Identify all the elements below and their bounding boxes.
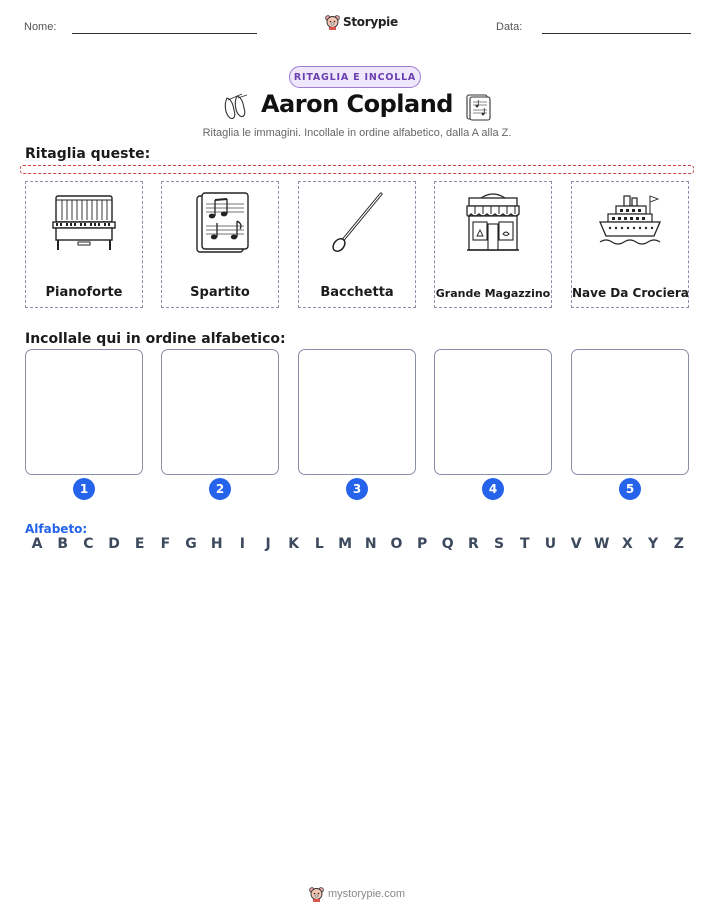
alphabet-letter: T	[519, 536, 530, 552]
cut-card-2[interactable]	[161, 181, 279, 308]
alphabet-letter: V	[570, 536, 582, 552]
paste-box-5[interactable]	[571, 349, 689, 475]
sheet-music-icon	[186, 190, 254, 256]
number-badge-5: 5	[619, 478, 641, 500]
alphabet-letter: W	[594, 536, 610, 552]
baton-icon	[323, 190, 391, 256]
footer	[0, 886, 714, 902]
cut-card-3[interactable]	[298, 181, 416, 308]
alphabet-letter: X	[622, 536, 633, 552]
brand-name: Storypie	[343, 15, 398, 29]
alphabet-letter: L	[314, 536, 324, 552]
card-label: Nave Da Crociera	[572, 286, 689, 300]
card-label: Spartito	[190, 285, 250, 300]
cut-card-5[interactable]	[571, 181, 689, 308]
alphabet-letter: B	[57, 536, 68, 552]
alphabet-letter: E	[134, 536, 145, 552]
date-line[interactable]	[542, 33, 691, 34]
alphabet-letter: Q	[441, 536, 454, 552]
alphabet-letter: U	[544, 536, 557, 552]
cut-section-heading: Ritaglia queste:	[25, 146, 151, 162]
bear-mascot-icon	[309, 886, 324, 902]
alphabet-row	[27, 536, 689, 552]
alphabet-letter: F	[160, 536, 171, 552]
alphabet-letter: G	[185, 536, 197, 552]
bear-mascot-icon	[325, 14, 340, 30]
alphabet-letter: C	[83, 536, 94, 552]
alphabet-letter: N	[364, 536, 377, 552]
cut-card-4[interactable]	[434, 181, 552, 308]
paste-box-3[interactable]	[298, 349, 416, 475]
paste-box-2[interactable]	[161, 349, 279, 475]
card-label: Pianoforte	[45, 285, 123, 300]
piano-icon	[50, 190, 118, 252]
alphabet-letter: K	[288, 536, 300, 552]
alphabet-heading: Alfabeto:	[25, 522, 88, 536]
alphabet-letter: Z	[673, 536, 684, 552]
number-badge-2: 2	[209, 478, 231, 500]
page-title: Aaron Copland	[260, 90, 453, 118]
alphabet-letter: D	[108, 536, 120, 552]
date-label: Data:	[496, 21, 523, 33]
number-badge-1: 1	[73, 478, 95, 500]
alphabet-letter: M	[338, 536, 353, 552]
cut-guide-line	[20, 165, 694, 174]
card-label: Bacchetta	[320, 285, 394, 300]
footer-url[interactable]: mystorypie.com	[327, 888, 406, 900]
card-label: Grande Magazzino	[435, 287, 551, 300]
department-store-icon	[459, 190, 527, 256]
alphabet-letter: S	[494, 536, 505, 552]
alphabet-letter: A	[31, 536, 43, 552]
cruise-ship-icon	[596, 190, 664, 256]
cut-card-1[interactable]	[25, 181, 143, 308]
instructions: Ritaglia le immagini. Incollale in ordine alfabetico, dalla A alla Z.	[202, 127, 512, 139]
alphabet-letter: Y	[648, 536, 659, 552]
sheet-music-book-icon	[464, 92, 492, 122]
alphabet-letter: O	[390, 536, 403, 552]
alphabet-letter: P	[416, 536, 428, 552]
number-badge-3: 3	[346, 478, 368, 500]
alphabet-letter: I	[239, 536, 245, 552]
name-line[interactable]	[72, 33, 257, 34]
activity-badge: RITAGLIA E INCOLLA	[289, 66, 421, 88]
alphabet-letter: J	[265, 536, 271, 552]
alphabet-letter: H	[210, 536, 223, 552]
brand-logo	[325, 14, 398, 30]
number-badge-4: 4	[482, 478, 504, 500]
paste-section-heading: Incollale qui in ordine alfabetico:	[25, 331, 286, 347]
alphabet-letter: R	[468, 536, 479, 552]
paste-box-1[interactable]	[25, 349, 143, 475]
paste-box-4[interactable]	[434, 349, 552, 475]
name-label: Nome:	[24, 21, 57, 33]
